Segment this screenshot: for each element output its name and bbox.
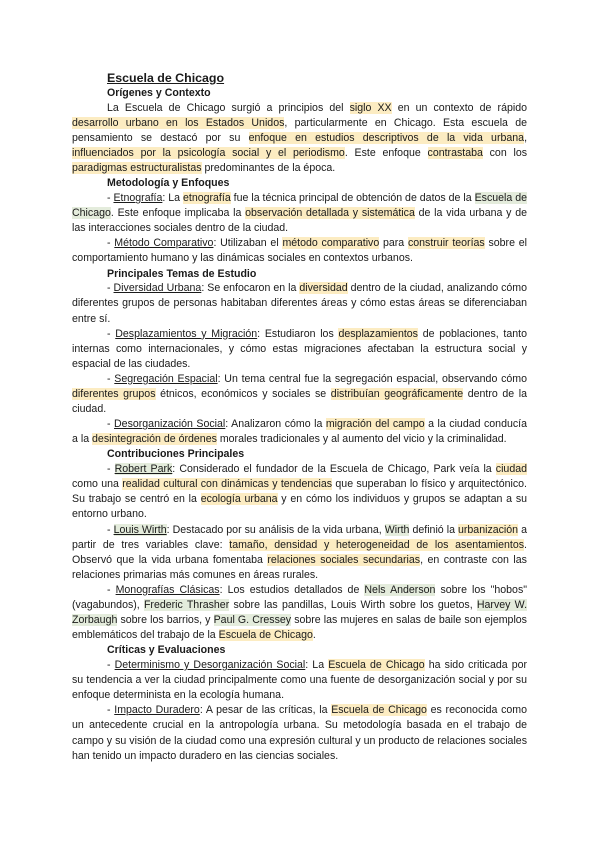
highlighted-text: observación detallada y sistemática xyxy=(245,207,415,220)
text-run: , xyxy=(524,131,528,144)
text-run: con los xyxy=(482,147,528,160)
text-run: a partir de tres variables clave: xyxy=(72,523,527,551)
text-run: - xyxy=(107,583,116,596)
highlighted-text: diversidad xyxy=(299,282,348,295)
text-run: - xyxy=(107,282,114,295)
text-run: : Destacado por su análisis de la vida urbana, xyxy=(166,523,385,536)
text-run: : La xyxy=(305,659,329,672)
highlighted-text: etnografía xyxy=(183,192,231,205)
underlined-term: Determinismo y Desorganización Social xyxy=(114,659,306,672)
highlighted-text: desintegración de órdenes xyxy=(92,433,217,446)
paragraph xyxy=(72,658,527,703)
text-run: : A pesar de las críticas, la xyxy=(199,704,332,717)
text-run: : Utilizaban el xyxy=(213,237,283,250)
highlighted-text: Escuela de Chicago xyxy=(218,629,313,642)
text-run: y en cómo los individuos y grupos se adaptan a su entorno urbano. xyxy=(72,493,528,521)
paragraph xyxy=(72,281,527,326)
text-run: dentro de la ciudad, analizando cómo diferentes grupos de personas habitaban diferentes áreas y cómo estas áreas se diferenciaban entre sí. xyxy=(72,282,527,325)
paragraph xyxy=(72,372,527,417)
text-run: a la ciudad conducía a la xyxy=(72,418,527,446)
text-run: de poblaciones, tanto internas como internacionales, y cómo estas migraciones afectaban la estructura social y espacial de las ciudades. xyxy=(72,327,527,370)
underlined-term: Segregación Espacial xyxy=(114,372,218,385)
highlighted-text: Nels Anderson xyxy=(364,583,436,596)
text-run: que superaban lo físico y arquitectónico. Su trabajo se centró en la xyxy=(72,478,527,506)
underlined-term: Diversidad Urbana xyxy=(113,282,202,295)
highlighted-text: Wirth xyxy=(384,523,410,536)
document-body xyxy=(72,86,527,764)
text-run: en un contexto de rápido xyxy=(391,101,527,114)
text-run: morales tradicionales y al aumento del vicio y la criminalidad. xyxy=(216,433,507,446)
highlighted-text: tamaño, densidad y heterogeneidad de los asentamientos xyxy=(229,538,525,551)
text-run: étnicos, económicos y sociales se xyxy=(155,387,331,400)
paragraph xyxy=(72,703,527,763)
highlighted-text: Robert Park xyxy=(114,463,173,476)
text-run: . Observó que la vida urbana fomentaba xyxy=(72,538,527,566)
highlighted-text: ciudad xyxy=(495,463,527,476)
highlighted-text: siglo XX xyxy=(349,101,392,114)
text-run: : Se enfocaron en la xyxy=(201,282,300,295)
text-run: predominantes de la época. xyxy=(201,162,336,175)
text-run: - xyxy=(107,463,115,476)
paragraph xyxy=(72,236,527,266)
highlighted-text: Louis Wirth xyxy=(113,523,167,536)
highlighted-text: Harvey W. Zorbaugh xyxy=(72,599,528,627)
text-run: - xyxy=(107,192,114,205)
text-run: - xyxy=(107,523,114,536)
text-run: - xyxy=(107,372,115,385)
text-run: - xyxy=(107,659,115,672)
highlighted-text: Paul G. Cressey xyxy=(213,614,292,627)
highlighted-text: urbanización xyxy=(458,523,519,536)
highlighted-text: diferentes grupos xyxy=(72,387,156,400)
text-run: La Escuela de Chicago surgió a principios del xyxy=(107,101,350,114)
highlighted-text: influenciados por la psicología social y el periodismo xyxy=(72,147,345,160)
text-run: es reconocida como un antecedente crucial en la antropología urbana. Su metodología basada en el trabajo de campo y su visión de la ciudad como una expresión cultural y un producto de relaciones sociales han tenido un impacto duradero en las ciencias sociales. xyxy=(72,704,527,762)
section-heading: Principales Temas de Estudio xyxy=(107,267,257,280)
paragraph xyxy=(72,583,527,643)
underlined-term: Desorganización Social xyxy=(114,418,226,431)
text-run: sobre los "hobos" (vagabundos), xyxy=(72,583,528,611)
document-page xyxy=(72,70,527,764)
paragraph xyxy=(72,101,527,176)
highlighted-text: desarrollo urbano en los Estados Unidos xyxy=(72,116,285,129)
underlined-term: Método Comparativo xyxy=(114,237,214,250)
text-run: dentro de la ciudad. xyxy=(72,387,527,416)
text-run: : Los estudios detallados de xyxy=(219,583,365,596)
highlighted-text: contrastaba xyxy=(427,147,483,160)
highlighted-text: método comparativo xyxy=(282,237,380,250)
highlighted-text: paradigmas estructuralistas xyxy=(72,162,202,175)
text-run: definió la xyxy=(409,523,458,536)
text-run: fue la técnica principal de obtención de datos de la xyxy=(230,192,475,205)
highlighted-text: construir teorías xyxy=(407,237,485,250)
text-run: . xyxy=(312,629,316,642)
text-run: sobre el comportamiento humano y las dinámicas sociales en contextos urbanos. xyxy=(72,237,527,265)
text-run: : Un tema central fue la segregación espacial, observando cómo xyxy=(217,372,527,385)
text-run: para xyxy=(379,237,408,250)
text-run: sobre los barrios, y xyxy=(117,614,214,627)
text-run: como una xyxy=(72,478,123,491)
text-run: : Considerado el fundador de la Escuela de Chicago, Park veía la xyxy=(172,463,496,476)
highlighted-text: migración del campo xyxy=(325,418,425,431)
text-run: , particularmente en Chicago. Esta escuela de pensamiento se destacó por su xyxy=(72,116,527,144)
highlighted-text: enfoque en estudios descriptivos de la vida urbana xyxy=(248,131,525,144)
text-run: : La xyxy=(162,192,183,205)
text-run: sobre las pandillas, Louis Wirth sobre los guetos, xyxy=(229,599,477,611)
highlighted-text: distribuían geográficamente xyxy=(330,387,464,400)
text-run: . Este enfoque implicaba la xyxy=(110,207,246,220)
underlined-term: Monografías Clásicas xyxy=(115,583,220,596)
section-heading: Metodología y Enfoques xyxy=(107,177,230,190)
text-run: , en contraste con las relaciones primarias más comunes en áreas rurales. xyxy=(72,553,527,581)
paragraph xyxy=(72,523,527,583)
section-heading: Contribuciones Principales xyxy=(107,448,245,461)
paragraph xyxy=(72,327,527,372)
highlighted-text: realidad cultural con dinámicas y tendencias xyxy=(122,478,333,491)
highlighted-text: Escuela de Chicago xyxy=(72,192,527,220)
text-run: - xyxy=(107,237,115,250)
highlighted-text: desplazamientos xyxy=(338,327,418,340)
text-run: - xyxy=(107,418,115,431)
text-run: . Este enfoque xyxy=(344,147,428,160)
text-run: sobre las mujeres en salas de baile son ejemplos emblemáticos del trabajo de la xyxy=(72,614,527,642)
underlined-term: Desplazamientos y Migración xyxy=(115,327,258,340)
text-run: - xyxy=(107,327,116,340)
text-run: : Estudiaron los xyxy=(257,327,339,340)
document-title: Escuela de Chicago xyxy=(107,71,225,85)
text-run: de la vida urbana y de las interacciones sociales dentro de la ciudad. xyxy=(72,207,527,235)
text-run: : Analizaron cómo la xyxy=(225,418,326,431)
underlined-term: Impacto Duradero xyxy=(114,704,200,717)
highlighted-text: relaciones sociales secundarias xyxy=(267,553,421,566)
section-heading: Orígenes y Contexto xyxy=(107,87,211,99)
text-run: - xyxy=(107,704,115,717)
highlighted-text: Frederic Thrasher xyxy=(143,599,230,611)
section-heading: Críticas y Evaluaciones xyxy=(107,644,226,657)
text-run: ha sido criticada por su tendencia a ver la ciudad principalmente como una fuente de desorganización social y por su enfoque determinista en la ecología humana. xyxy=(72,659,528,702)
highlighted-text: ecología urbana xyxy=(200,493,278,506)
highlighted-text: Escuela de Chicago xyxy=(328,659,425,672)
paragraph xyxy=(72,417,527,447)
underlined-term: Etnografía xyxy=(113,192,163,205)
paragraph xyxy=(72,191,527,236)
paragraph xyxy=(72,462,527,522)
highlighted-text: Escuela de Chicago xyxy=(331,704,427,717)
